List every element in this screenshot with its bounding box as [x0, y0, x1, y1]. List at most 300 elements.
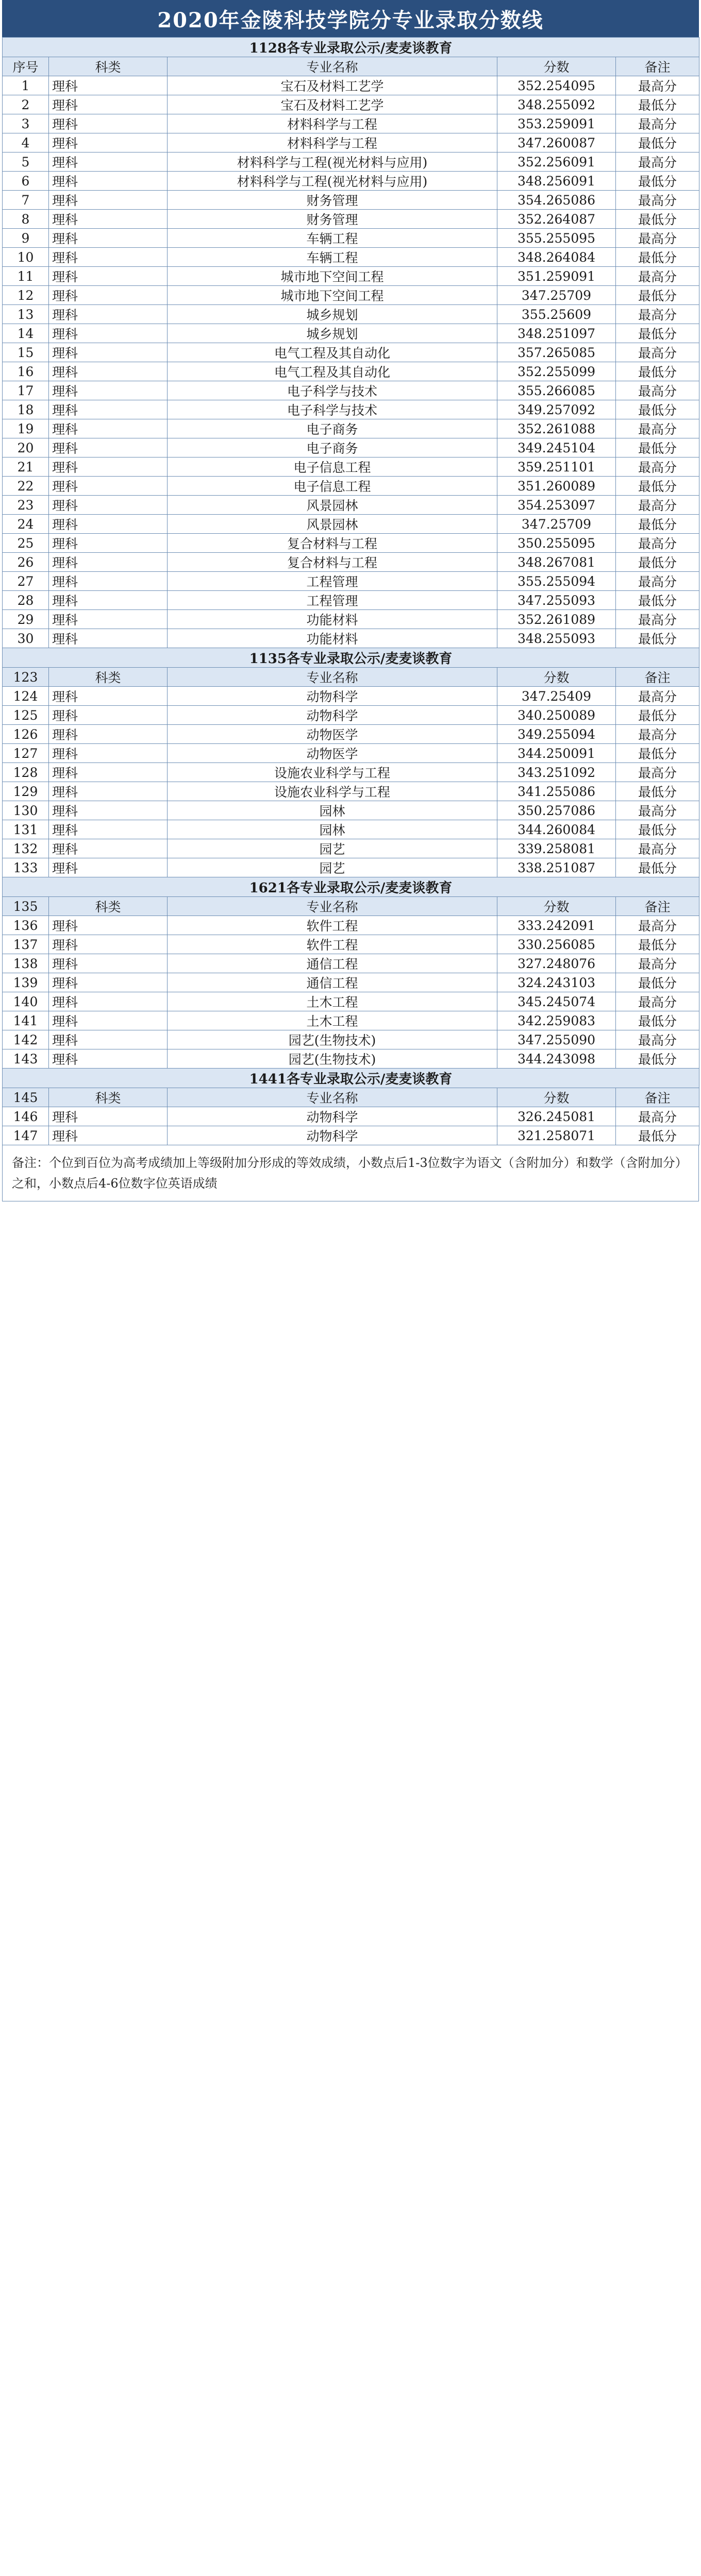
row-category: 理科 [49, 381, 168, 400]
row-major: 动物医学 [168, 725, 497, 744]
header-no: 序号 [3, 57, 49, 76]
row-score: 321.258071 [497, 1126, 616, 1145]
row-note: 最高分 [616, 457, 699, 477]
table-row [3, 133, 699, 152]
row-note: 最高分 [616, 343, 699, 362]
row-note: 最高分 [616, 954, 699, 973]
row-note: 最高分 [616, 229, 699, 248]
row-note: 最高分 [616, 419, 699, 438]
row-category: 理科 [49, 973, 168, 992]
section-heading: 1128各专业录取公示/麦麦谈教育 [3, 38, 699, 57]
header-category: 科类 [49, 1088, 168, 1107]
row-score: 333.242091 [497, 916, 616, 935]
row-score: 352.255099 [497, 362, 616, 381]
row-category: 理科 [49, 782, 168, 801]
row-note: 最高分 [616, 801, 699, 820]
row-score: 352.261088 [497, 419, 616, 438]
page-title: 2020年金陵科技学院分专业录取分数线 [2, 0, 699, 37]
row-major: 软件工程 [168, 935, 497, 954]
row-category: 理科 [49, 744, 168, 763]
row-category: 理科 [49, 172, 168, 191]
row-note: 最低分 [616, 591, 699, 610]
row-no: 130 [3, 801, 49, 820]
row-no: 30 [3, 629, 49, 648]
row-no: 136 [3, 916, 49, 935]
row-no: 29 [3, 610, 49, 629]
table-row [3, 305, 699, 324]
table-row [3, 477, 699, 496]
row-note: 最低分 [616, 1049, 699, 1069]
row-note: 最低分 [616, 553, 699, 572]
row-category: 理科 [49, 954, 168, 973]
row-note: 最低分 [616, 1126, 699, 1145]
table-row [3, 935, 699, 954]
table-row [3, 343, 699, 362]
row-no: 15 [3, 343, 49, 362]
row-category: 理科 [49, 1049, 168, 1069]
row-score: 355.25609 [497, 305, 616, 324]
row-note: 最低分 [616, 400, 699, 419]
row-major: 土木工程 [168, 1011, 497, 1030]
row-note: 最高分 [616, 152, 699, 172]
table-row [3, 572, 699, 591]
row-score: 355.266085 [497, 381, 616, 400]
row-note: 最高分 [616, 687, 699, 706]
row-major: 动物科学 [168, 706, 497, 725]
row-score: 357.265085 [497, 343, 616, 362]
row-score: 351.259091 [497, 267, 616, 286]
row-score: 344.250091 [497, 744, 616, 763]
row-category: 理科 [49, 820, 168, 839]
row-major: 工程管理 [168, 572, 497, 591]
row-note: 最高分 [616, 267, 699, 286]
table-row [3, 553, 699, 572]
row-major: 风景园林 [168, 515, 497, 534]
row-category: 理科 [49, 95, 168, 114]
row-major: 城市地下空间工程 [168, 286, 497, 305]
row-major: 电子商务 [168, 419, 497, 438]
row-no: 16 [3, 362, 49, 381]
section-heading-row [3, 38, 699, 57]
table-row [3, 381, 699, 400]
row-category: 理科 [49, 591, 168, 610]
row-major: 电子科学与技术 [168, 400, 497, 419]
row-category: 理科 [49, 1126, 168, 1145]
header-score: 分数 [497, 897, 616, 916]
header-note: 备注 [616, 1088, 699, 1107]
row-category: 理科 [49, 553, 168, 572]
row-category: 理科 [49, 1107, 168, 1126]
row-no: 138 [3, 954, 49, 973]
row-category: 理科 [49, 477, 168, 496]
row-category: 理科 [49, 629, 168, 648]
row-major: 动物科学 [168, 1107, 497, 1126]
row-major: 复合材料与工程 [168, 553, 497, 572]
row-category: 理科 [49, 286, 168, 305]
table-row [3, 229, 699, 248]
row-no: 139 [3, 973, 49, 992]
table-row [3, 248, 699, 267]
footer-note: 备注：个位到百位为高考成绩加上等级附加分形成的等效成绩，小数点后1-3位数字为语文（含附加分）和数学（含附加分）之和，小数点后4-6位数字位英语成绩 [2, 1145, 699, 1201]
header-major: 专业名称 [168, 57, 497, 76]
header-row [3, 668, 699, 687]
row-category: 理科 [49, 706, 168, 725]
row-note: 最高分 [616, 381, 699, 400]
row-score: 345.245074 [497, 992, 616, 1011]
table-row [3, 1030, 699, 1049]
row-note: 最低分 [616, 286, 699, 305]
row-note: 最高分 [616, 496, 699, 515]
table-row [3, 1126, 699, 1145]
row-category: 理科 [49, 534, 168, 553]
row-major: 设施农业科学与工程 [168, 782, 497, 801]
row-no: 142 [3, 1030, 49, 1049]
table-row [3, 534, 699, 553]
table-row [3, 782, 699, 801]
table-row [3, 687, 699, 706]
row-note: 最低分 [616, 1011, 699, 1030]
row-major: 园艺 [168, 839, 497, 858]
row-category: 理科 [49, 305, 168, 324]
row-category: 理科 [49, 362, 168, 381]
row-no: 17 [3, 381, 49, 400]
row-major: 通信工程 [168, 954, 497, 973]
row-score: 327.248076 [497, 954, 616, 973]
row-major: 宝石及材料工艺学 [168, 76, 497, 95]
row-score: 348.255092 [497, 95, 616, 114]
row-major: 动物医学 [168, 744, 497, 763]
table-row [3, 591, 699, 610]
row-major: 电子商务 [168, 438, 497, 457]
row-score: 338.251087 [497, 858, 616, 877]
row-category: 理科 [49, 229, 168, 248]
row-note: 最高分 [616, 1107, 699, 1126]
row-major: 动物科学 [168, 687, 497, 706]
header-major: 专业名称 [168, 668, 497, 687]
score-table [2, 37, 699, 1145]
row-note: 最高分 [616, 534, 699, 553]
header-row [3, 57, 699, 76]
row-no: 4 [3, 133, 49, 152]
row-category: 理科 [49, 133, 168, 152]
header-no: 135 [3, 897, 49, 916]
row-note: 最高分 [616, 610, 699, 629]
row-score: 348.267081 [497, 553, 616, 572]
row-major: 车辆工程 [168, 248, 497, 267]
row-note: 最高分 [616, 191, 699, 210]
row-no: 11 [3, 267, 49, 286]
table-row [3, 839, 699, 858]
row-note: 最高分 [616, 305, 699, 324]
row-score: 352.261089 [497, 610, 616, 629]
row-score: 354.265086 [497, 191, 616, 210]
row-no: 8 [3, 210, 49, 229]
row-no: 25 [3, 534, 49, 553]
row-major: 设施农业科学与工程 [168, 763, 497, 782]
row-note: 最高分 [616, 839, 699, 858]
header-row [3, 1088, 699, 1107]
row-score: 347.25709 [497, 286, 616, 305]
row-note: 最低分 [616, 973, 699, 992]
row-no: 27 [3, 572, 49, 591]
row-no: 18 [3, 400, 49, 419]
row-note: 最低分 [616, 210, 699, 229]
table-row [3, 1107, 699, 1126]
table-row [3, 400, 699, 419]
row-no: 126 [3, 725, 49, 744]
row-note: 最高分 [616, 763, 699, 782]
row-major: 城乡规划 [168, 324, 497, 343]
table-row [3, 438, 699, 457]
table-row [3, 725, 699, 744]
row-no: 2 [3, 95, 49, 114]
row-note: 最低分 [616, 324, 699, 343]
row-score: 352.254095 [497, 76, 616, 95]
row-major: 电子科学与技术 [168, 381, 497, 400]
table-row [3, 362, 699, 381]
row-major: 复合材料与工程 [168, 534, 497, 553]
row-major: 材料科学与工程 [168, 114, 497, 133]
table-row [3, 172, 699, 191]
row-no: 14 [3, 324, 49, 343]
section-heading: 1441各专业录取公示/麦麦谈教育 [3, 1069, 699, 1088]
header-row [3, 897, 699, 916]
row-category: 理科 [49, 248, 168, 267]
row-score: 349.255094 [497, 725, 616, 744]
row-no: 9 [3, 229, 49, 248]
row-note: 最低分 [616, 477, 699, 496]
row-score: 347.260087 [497, 133, 616, 152]
table-row [3, 1049, 699, 1069]
table-row [3, 820, 699, 839]
row-major: 功能材料 [168, 610, 497, 629]
row-major: 财务管理 [168, 191, 497, 210]
row-category: 理科 [49, 1030, 168, 1049]
row-major: 园艺(生物技术) [168, 1049, 497, 1069]
row-note: 最低分 [616, 362, 699, 381]
row-note: 最高分 [616, 114, 699, 133]
row-no: 125 [3, 706, 49, 725]
row-note: 最低分 [616, 248, 699, 267]
table-row [3, 992, 699, 1011]
row-major: 车辆工程 [168, 229, 497, 248]
row-note: 最高分 [616, 1030, 699, 1049]
table-row [3, 210, 699, 229]
header-score: 分数 [497, 668, 616, 687]
row-major: 电子信息工程 [168, 457, 497, 477]
row-category: 理科 [49, 515, 168, 534]
row-note: 最高分 [616, 572, 699, 591]
row-category: 理科 [49, 400, 168, 419]
table-row [3, 496, 699, 515]
row-score: 343.251092 [497, 763, 616, 782]
row-no: 13 [3, 305, 49, 324]
header-note: 备注 [616, 668, 699, 687]
row-note: 最低分 [616, 172, 699, 191]
row-no: 6 [3, 172, 49, 191]
row-major: 财务管理 [168, 210, 497, 229]
row-score: 349.257092 [497, 400, 616, 419]
row-category: 理科 [49, 935, 168, 954]
row-major: 工程管理 [168, 591, 497, 610]
row-no: 146 [3, 1107, 49, 1126]
row-score: 347.255090 [497, 1030, 616, 1049]
table-row [3, 973, 699, 992]
row-score: 348.264084 [497, 248, 616, 267]
row-category: 理科 [49, 191, 168, 210]
row-major: 土木工程 [168, 992, 497, 1011]
row-category: 理科 [49, 419, 168, 438]
table-row [3, 916, 699, 935]
row-no: 23 [3, 496, 49, 515]
row-score: 347.25709 [497, 515, 616, 534]
table-row [3, 95, 699, 114]
table-row [3, 286, 699, 305]
header-category: 科类 [49, 668, 168, 687]
row-category: 理科 [49, 496, 168, 515]
row-category: 理科 [49, 343, 168, 362]
row-score: 350.255095 [497, 534, 616, 553]
row-score: 359.251101 [497, 457, 616, 477]
row-score: 348.256091 [497, 172, 616, 191]
header-score: 分数 [497, 1088, 616, 1107]
row-score: 347.25409 [497, 687, 616, 706]
row-score: 354.253097 [497, 496, 616, 515]
section-heading: 1135各专业录取公示/麦麦谈教育 [3, 648, 699, 668]
row-category: 理科 [49, 725, 168, 744]
row-score: 348.255093 [497, 629, 616, 648]
row-category: 理科 [49, 438, 168, 457]
row-major: 电气工程及其自动化 [168, 362, 497, 381]
row-no: 143 [3, 1049, 49, 1069]
row-no: 141 [3, 1011, 49, 1030]
row-score: 349.245104 [497, 438, 616, 457]
row-note: 最低分 [616, 744, 699, 763]
row-note: 最高分 [616, 916, 699, 935]
table-row [3, 629, 699, 648]
table-row [3, 419, 699, 438]
section-heading-row [3, 1069, 699, 1088]
row-score: 324.243103 [497, 973, 616, 992]
table-row [3, 763, 699, 782]
row-category: 理科 [49, 687, 168, 706]
table-row [3, 954, 699, 973]
row-category: 理科 [49, 763, 168, 782]
table-row [3, 76, 699, 95]
row-category: 理科 [49, 858, 168, 877]
row-major: 园林 [168, 801, 497, 820]
row-no: 10 [3, 248, 49, 267]
row-score: 352.264087 [497, 210, 616, 229]
section-heading: 1621各专业录取公示/麦麦谈教育 [3, 877, 699, 897]
row-note: 最低分 [616, 782, 699, 801]
row-major: 材料科学与工程(视光材料与应用) [168, 172, 497, 191]
header-category: 科类 [49, 897, 168, 916]
header-no: 123 [3, 668, 49, 687]
row-note: 最低分 [616, 858, 699, 877]
row-note: 最低分 [616, 935, 699, 954]
row-score: 347.255093 [497, 591, 616, 610]
row-category: 理科 [49, 992, 168, 1011]
table-row [3, 610, 699, 629]
row-no: 26 [3, 553, 49, 572]
row-major: 材料科学与工程 [168, 133, 497, 152]
row-no: 128 [3, 763, 49, 782]
row-score: 352.256091 [497, 152, 616, 172]
row-score: 351.260089 [497, 477, 616, 496]
header-note: 备注 [616, 57, 699, 76]
table-row [3, 1011, 699, 1030]
row-major: 材料科学与工程(视光材料与应用) [168, 152, 497, 172]
row-no: 131 [3, 820, 49, 839]
row-major: 风景园林 [168, 496, 497, 515]
row-score: 348.251097 [497, 324, 616, 343]
row-category: 理科 [49, 916, 168, 935]
row-note: 最低分 [616, 629, 699, 648]
row-note: 最低分 [616, 820, 699, 839]
row-category: 理科 [49, 210, 168, 229]
row-score: 330.256085 [497, 935, 616, 954]
row-score: 340.250089 [497, 706, 616, 725]
header-major: 专业名称 [168, 897, 497, 916]
row-score: 355.255094 [497, 572, 616, 591]
row-score: 342.259083 [497, 1011, 616, 1030]
row-category: 理科 [49, 457, 168, 477]
row-score: 344.243098 [497, 1049, 616, 1069]
row-no: 20 [3, 438, 49, 457]
row-major: 通信工程 [168, 973, 497, 992]
row-note: 最低分 [616, 706, 699, 725]
row-major: 园林 [168, 820, 497, 839]
table-row [3, 267, 699, 286]
table-row [3, 744, 699, 763]
table-row [3, 152, 699, 172]
table-body [3, 38, 699, 1145]
row-note: 最高分 [616, 725, 699, 744]
row-no: 147 [3, 1126, 49, 1145]
row-no: 129 [3, 782, 49, 801]
row-note: 最低分 [616, 95, 699, 114]
row-major: 城市地下空间工程 [168, 267, 497, 286]
row-category: 理科 [49, 839, 168, 858]
header-score: 分数 [497, 57, 616, 76]
header-major: 专业名称 [168, 1088, 497, 1107]
row-category: 理科 [49, 152, 168, 172]
table-row [3, 801, 699, 820]
row-category: 理科 [49, 76, 168, 95]
row-no: 133 [3, 858, 49, 877]
row-no: 7 [3, 191, 49, 210]
row-major: 园艺 [168, 858, 497, 877]
row-no: 132 [3, 839, 49, 858]
row-note: 最高分 [616, 992, 699, 1011]
row-no: 12 [3, 286, 49, 305]
row-no: 124 [3, 687, 49, 706]
row-no: 127 [3, 744, 49, 763]
header-category: 科类 [49, 57, 168, 76]
row-no: 21 [3, 457, 49, 477]
row-category: 理科 [49, 1011, 168, 1030]
row-major: 宝石及材料工艺学 [168, 95, 497, 114]
row-no: 140 [3, 992, 49, 1011]
row-category: 理科 [49, 267, 168, 286]
row-note: 最低分 [616, 133, 699, 152]
row-note: 最低分 [616, 515, 699, 534]
table-row [3, 706, 699, 725]
row-category: 理科 [49, 114, 168, 133]
table-row [3, 457, 699, 477]
row-major: 软件工程 [168, 916, 497, 935]
